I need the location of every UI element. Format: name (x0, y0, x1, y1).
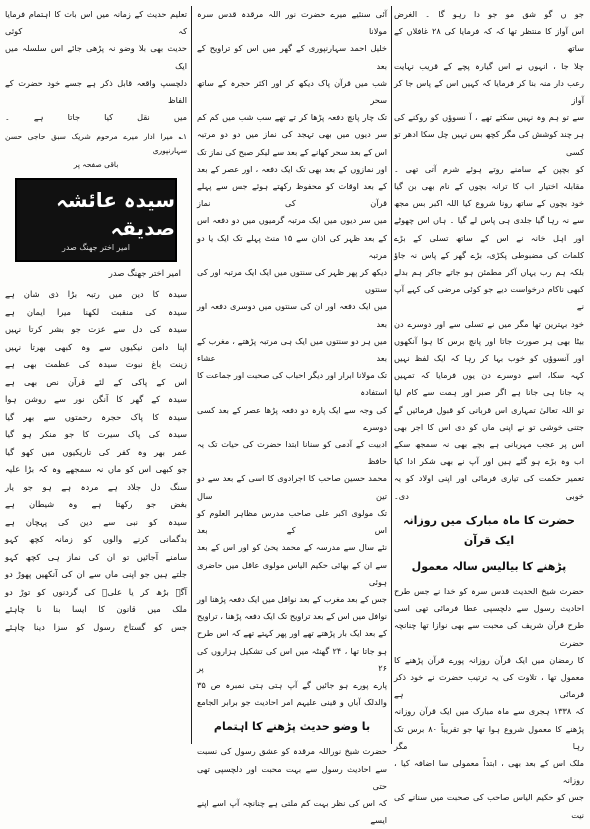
text-line: طرح قرآن شریف کی محبت سے بھی نوازا تھا چنانچہ حضرت (394, 620, 584, 648)
text-line: خلیل احمد سہارنپوری کے گھر میں اس کو تراویح کے بعد (197, 43, 387, 71)
text-line: میں نقل کیا جاتا ہے ۔ (5, 112, 187, 123)
text-line: رعب دار منہ بنا کر فرمایا کہ کہیں اس کے پاس جا کر آواز (394, 77, 584, 106)
text-line: چلا جا ، انہوں نے اس گیارہ پچے کے قریب نہایت (394, 60, 584, 71)
text-line: تک مولانا ابرار اور دیگر احباب کی صحبت اور جماعت کا استفادہ (197, 370, 387, 398)
text-line: تک مولوی اکبر علی صاحب مدرس مظاہر العلوم کو اس کے بعد (197, 507, 387, 536)
text-line: میں ہر دو سنتوں میں ایک ہی مرتبہ پڑھتے ، مغرب کے بعد عشاء (197, 335, 387, 364)
text-line: سے ان کے بھائی حکیم الیاس مولوی عاقل میں حاضری ہوئی (197, 559, 387, 587)
poem-line: جو کبھی اس کو ماں نہ سمجھے وہ کہ بڑا علیہ (5, 464, 187, 475)
text-line: تعمیر حکمت کی تیاری فرمائی اور اپنی اولاد کو یہ خوبی دی۔ (394, 473, 584, 501)
poem-line: آگے بڑھ کر یا علیؓ کی گردنوں کو توڑ دو (5, 586, 187, 597)
text-line: ہر چند کوشش کی مگر کچھ بس نہیں چل سکا ادھر تو کسی (394, 129, 584, 157)
poem-line: سامنے آجائیں تو ان کی نماز ہی کچھ کہو (5, 551, 187, 562)
poem-line: سیدہ کی دل سے عزت جو بشر کرتا نہیں (5, 324, 187, 335)
text-line: دلچسپ واقعہ قابل ذکر ہے جسے خود حضرت کے الفاظ (5, 77, 187, 106)
text-line: اور آنسوؤں کو خوب بہا کر رہا کہ ایک لفظ نہیں (394, 353, 584, 364)
left-column (5, 6, 187, 746)
text-line: کبھی ناکام درخواست دیے جو کوئی مرضی کی کہے آپ نے (394, 284, 584, 312)
text-line: سے نہ رہا گیا جلدی ہی پاس لے گیا ۔ ہاں اس چھوٹے (394, 215, 584, 226)
text-line: جو ں گو شق مو جو دا رہو گا ۔ الغرض (394, 9, 584, 19)
poem-line: سنگ دل جلاد ہے مردہ ہے ہو جو یار (5, 481, 187, 492)
text-line: کہ ۱۳۳۸ ہجری سے ماہ مبارک میں ایک قرآن روزانہ (394, 706, 584, 717)
right-paragraph-1 (394, 6, 584, 505)
text-line: احادیث رسول سے دلچسپی عطا فرمائی تھی اسی (394, 603, 584, 614)
text-line: تو اللہ تعالیٰ تمہاری اس قربانی کو قبول فرمائیں گے (394, 404, 584, 415)
right-column (394, 6, 584, 820)
text-line: کے بعد ظہر کی اذان سے ۱۵ منٹ پہلے تک ایک یا دو مرتبہ (197, 232, 387, 260)
text-line: بلکہ ہم رب یہاں آکر مطمئن ہو جاتے جاکر ہم بدلے (394, 267, 584, 278)
text-line: پڑھنے کا معمول شروع ہوا تھا جو تقریباً ۸۰ برس تک رہا مگر (394, 723, 584, 751)
text-line: کا رمضان میں ایک قرآن روزانہ پورے قرآن پڑھنے کا (394, 654, 584, 665)
text-line: خود بچوں کے ساتھ رونا شروع کیا اللہ اکبر بس مجھ (394, 198, 584, 209)
middle-column (196, 6, 387, 826)
text-line: محمد حسین صاحب کا اجرادوی کا اسی کے بعد سے دو تین سال (197, 473, 387, 501)
text-line: دیکھ کر پھر ظہر کی سنتوں میں ایک ایک مرتبہ اور کی سنتوں (197, 267, 387, 295)
poem-line: جس کو گستاخ رسول کو سزا دینا چاہئے (5, 621, 187, 632)
text-line: ادبیت کے آدمی کو سنانا ابتدا حضرت کی حیات تک یہ حافظ (197, 439, 387, 467)
text-line: شب میں قرآن پاک دیکھ کر اور اکثر حجرہ کے ساتھ سحر (197, 77, 387, 106)
poem-line: سیدہ کی پاک سیرت کا جو منکر ہو گیا (5, 429, 187, 440)
text-line: تعلیم حدیث کے زمانہ میں اس بات کا اہتمام فرمایا کہ کوئی (5, 9, 187, 37)
text-line: ہو جاتا تھا ، ۲۴ گھنٹہ میں اس کی تشکیل ہزاروں کی ۲۶ پر (197, 645, 387, 673)
text-line: کو بچپن کے سامنے روتے ہوئے شرم آتی تھی ۔ (394, 163, 584, 174)
poem-line: اس کے پاکی کے لئے قرآن نص بھی ہے (5, 376, 187, 387)
text-line: سے تو ہم وہ نہیں سکتے تھے ، آ نسوؤں کو روکنے کی (394, 112, 584, 123)
text-line: تک چار پانچ دفعہ پڑھا کر تے تھے سب شب میں کم کم (197, 112, 387, 123)
text-line: سے احادیث رسول سے بہت محبت اور دلچسپی تھی حتی (197, 763, 387, 791)
text-line: خود بہترین تھا مگر میں نے تسلی سے اور دوسرے دن (394, 318, 584, 329)
middle-paragraph-1 (197, 6, 387, 711)
poem-line: جلتے ہیں جو اپنی ماں سے ان کی آنکھیں پھوڑ دو (5, 569, 187, 580)
text-line: اس کے بعد سحر کھانے کے بعد سے لیکر صبح کی نماز تک (196, 146, 387, 157)
text-line: میں سر دیوں میں ایک مرتبہ گرمیوں میں دو دفعہ اس (197, 215, 387, 226)
text-line: کی وجہ سے ایک پارہ دو دفعہ پڑھا عصر کے بعد کسی دوسرے (197, 404, 387, 432)
middle-heading: با وضو حدیث پڑھنے کا اہتمام (213, 720, 371, 734)
text-line: یہ جانا ہی جانا ہے اگر صبر اور ہمت سے کام لیا (394, 387, 584, 398)
text-line: نئے سال سے مدرسہ کے محمد یحیٰ کو اور اس کے بعد (197, 542, 387, 553)
text-line: جس کے بعد مغرب کے بعد نوافل میں ایک دفعہ پڑھنا اور (197, 593, 387, 604)
middle-paragraph-2 (197, 743, 387, 829)
text-line: اس آواز کا منتظر تھا کہ کہ فرمایا کی ۲۸ غافلاں کے ساتھ (394, 26, 584, 54)
right-paragraph-2 (394, 583, 584, 824)
text-line: بیٹا بھی ہر صورت جاتا اور پانچ برس کا ہوا آنکھوں (394, 335, 584, 346)
text-line: اب وہ بڑے ہو گئے ہیں اور آپ نے بھی شکر ادا کیا (394, 456, 584, 467)
left-paragraph-1 (5, 6, 187, 126)
poem-line: عمر بھر وہ کفر کی تاریکیوں میں کھو گیا (5, 446, 187, 457)
poem-line: ملک میں قانون کا ایسا بنا نا چاہئے (5, 604, 187, 615)
poem-line: بدگمانی کرنے والوں کو زمانہ کچھ کہو (5, 534, 187, 545)
text-line: سر دیوں میں بھی تہجد کی نماز میں دو دو مرتبہ (197, 129, 387, 140)
title-box (15, 178, 177, 262)
text-line: حضرت شیخ الحدیث قدس سرہ کو خدا نے جس طرح (394, 585, 584, 596)
text-line: جس کو حکیم الیاس صاحب کی صحبت میں سنانے کی نیت (394, 792, 584, 820)
text-line: ملک اس کے بعد بھی ، ابتداً معمولی سا اضافہ کیا ، روزانہ (394, 757, 584, 786)
text-line: نوافل میں اس کے بعد تراویح تک ایک دفعہ پڑھنا ، تراویح (197, 611, 387, 622)
text-line: والدلک آباں و قینی علیہم امر احادیث جو برابر الجامع (197, 697, 387, 708)
right-heading-1: حضرت کا ماہ مبارک میں روزانہ ایک قرآن (403, 513, 575, 547)
box-subtitle: امیر اختر جھنگ صدر (61, 243, 131, 253)
text-line: کلمات کی مضبوطی پکڑی، بڑے گھر کے پاس نہ جاؤ (394, 249, 584, 260)
poem-line: اپنا دامن نیکیوں سے وہ کبھی بھرتا نہیں (5, 341, 187, 352)
footnote: ۱؎ میرا ادار میرے مرحوم شریک سبق حاجی حسن سہارنپوری (5, 132, 187, 156)
poem-line: سیدہ کا پاک حجرہ رحمتوں سے بھر گیا (5, 411, 187, 422)
column-divider (191, 6, 192, 744)
text-line: کے بعد اوقات کو محفوظ رکھتے ہوئے جس سے پہلے قرآن کی نماز (197, 181, 387, 209)
right-heading-2: پڑھنے کا بیالیس سالہ معمول (411, 559, 567, 573)
text-line: کہہ سکا، اسے دوسرے دن یوں فرمایا کہ تمہیں (394, 370, 584, 381)
text-line: معمول تھا ، تلاوت کی یہ ترتیب حضرت نے خود ذکر فرمائی ہے (394, 671, 584, 700)
text-line: حدیث بھی بلا وضو نہ پڑھی جائے اس سلسلہ میں ایک (5, 43, 187, 71)
text-line: اور نمازوں کے بعد بھی تک ایک دفعہ ، اور عصر کے بعد (197, 163, 387, 174)
continued-note: باقی صفحہ پر (73, 160, 119, 170)
poem-line: سیدہ کا دین میں رتبہ بڑا ذی شان ہے (5, 289, 187, 300)
text-line: حضرت شیخ نوراللہ مرقدہ کو عشق رسول کی نسبت (197, 746, 387, 757)
box-title: سیدہ عائشہ صدیقہ (56, 188, 175, 241)
text-line: پارے پورے ہو جائیں گے آپ ہتی ہتی نمبرہ ص ۳۵ (197, 679, 387, 690)
text-line: کے بعد ایک بار پڑھتے تھے اور پھر کہتے تھے کہ اس طرح (197, 628, 387, 639)
text-line: کہ اس کی نظر بہت کم ملتی ہے چنانچہ آپ اسے اپنے ایسے (197, 797, 387, 826)
text-line: آئی سنئیے میرے حضرت نور اللہ مرقدہ قدس سرہ مولانا (197, 9, 387, 37)
text-line: جتنی خوشی تو نے اپنی ماں کو دی اس کا اجر بھی (394, 421, 584, 432)
poem-byline: امیر اختر جھنگ صدر (108, 269, 181, 280)
text-line: اور اہل خانہ نے اس کے ساتھ تسلی کے بڑے (394, 232, 584, 243)
poem-line: سیدہ کو نبی سے دین کی پہچان ہے (5, 516, 187, 527)
column-divider (391, 6, 392, 744)
poem-line: بغض جو رکھتا ہے وہ شیطان ہے (5, 499, 187, 510)
text-line: مقابلہ اختیار اب کا ترانہ بچوں کے نام بھی بن گیا (394, 181, 584, 192)
poem-line: زینت باغ نبوت سیدہ کی عظمت بھی ہے (5, 359, 187, 370)
poem-line: سیدہ کے گھر کا آنگن نور سے روشن ہوا (5, 394, 187, 405)
text-line: میں ایک دفعہ اور ان کی سنتوں میں دوسری دفعہ اور بعد (197, 301, 387, 329)
text-line: اس پر عجب مہربانی ہے بچے بھی نہ سمجھ سکے (394, 439, 584, 450)
poem (5, 286, 187, 636)
poem-line: سیدہ کی منقبت لکھنا میرا ایمان ہے (5, 306, 187, 317)
